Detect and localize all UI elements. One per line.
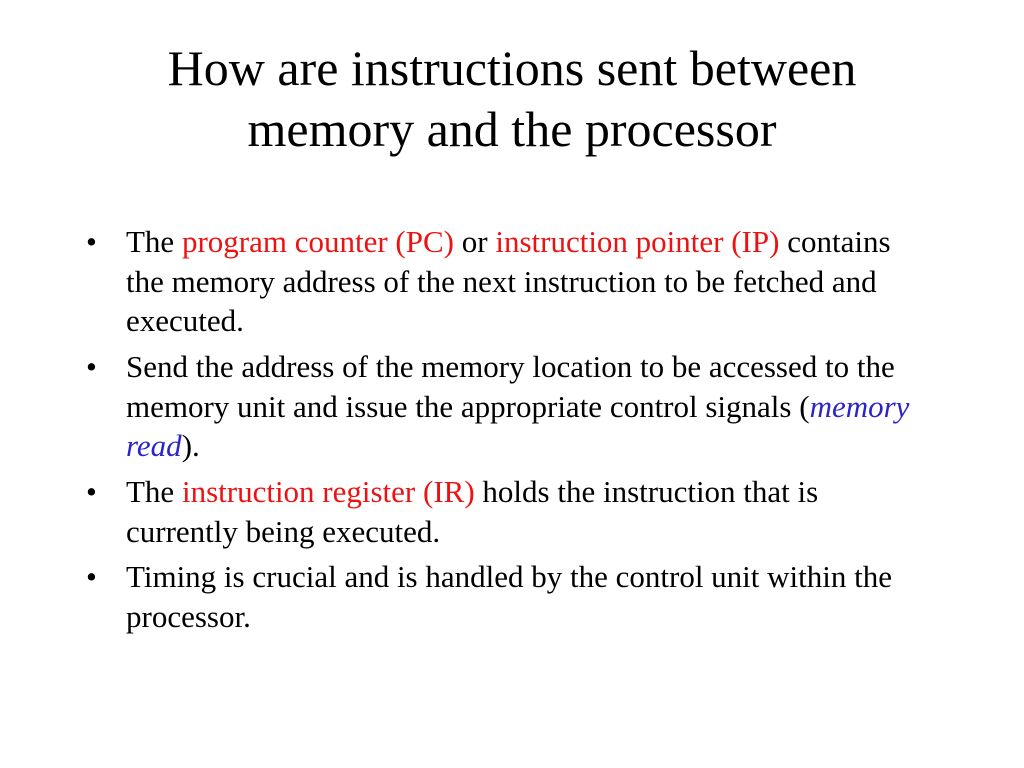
bullet-item-program-counter (86, 222, 926, 341)
bullet-text: holds the instruction that is currently being executed. (126, 474, 819, 549)
bullet-text: Send the address of the memory location to be accessed to the memory unit and issue the appropriate control signals ( (126, 349, 895, 424)
bullet-text: The (126, 474, 182, 510)
bullet-text: ). (181, 428, 200, 464)
bullet-text: or (454, 224, 496, 259)
bullet-text: Timing is crucial and is handled by the control unit within the processor. (126, 559, 893, 635)
bullet-item-instruction-register (86, 472, 926, 551)
bullet-marker: • (86, 474, 97, 510)
term-memory-read: memory read (126, 388, 910, 464)
bullet-marker: • (86, 224, 97, 259)
slide-title (60, 38, 964, 160)
bullet-marker: • (86, 559, 97, 595)
bullet-item-timing (86, 557, 926, 636)
bullet-marker: • (86, 349, 97, 385)
title-line-1: How are instructions sent between (167, 40, 857, 96)
bullet-text: The (126, 224, 182, 259)
term-instruction-register: instruction register (IR) (181, 474, 475, 510)
title-line-2: memory and the processor (247, 101, 777, 157)
bullet-list (86, 222, 926, 643)
bullet-text: contains the memory address of the next instruction to be fetched and executed. (126, 224, 891, 339)
bullet-item-send-address (86, 347, 926, 466)
term-instruction-pointer: instruction pointer (IP) (495, 224, 780, 259)
term-program-counter: program counter (PC) (181, 224, 454, 259)
